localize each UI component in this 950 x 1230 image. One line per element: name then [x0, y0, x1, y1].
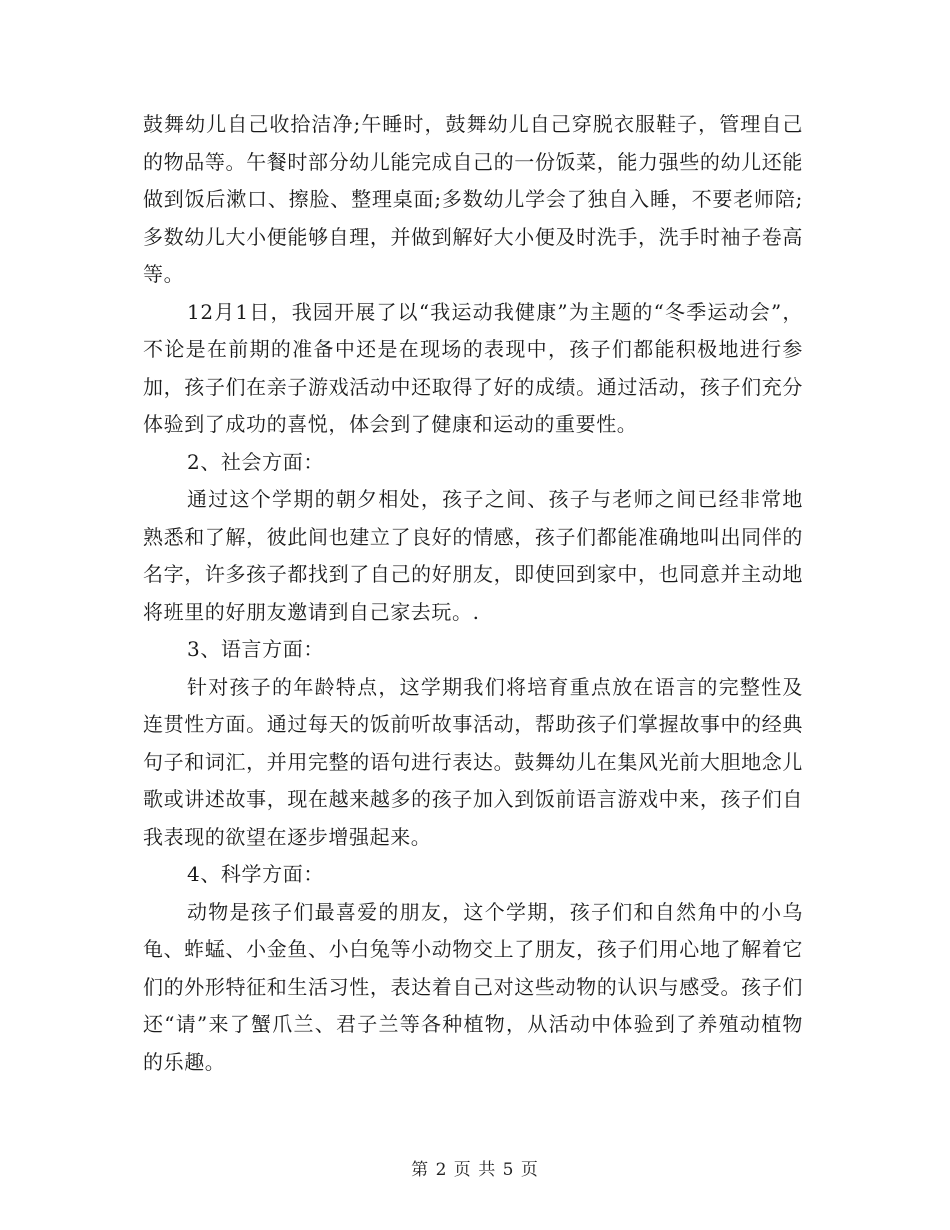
paragraph-social: 通过这个学期的朝夕相处，孩子之间、孩子与老师之间已经非常地熟悉和了解，彼此间也建立了良好的情感，孩子们都能准确地叫出同伴的名字，许多孩子都找到了自己的好朋友，即使回到家中，也同意并主动地将班里的好朋友邀请到自己家去玩。.	[143, 487, 803, 624]
paragraph-self-care: 鼓舞幼儿自己收拾洁净;午睡时，鼓舞幼儿自己穿脱衣服鞋子，管理自己的物品等。午餐时部分幼儿能完成自己的一份饭菜，能力强些的幼儿还能做到饭后漱口、擦脸、整理桌面;多数幼儿学会了独自入睡，不要老师陪;多数幼儿大小便能够自理，并做到解好大小便及时洗手，洗手时袖子卷高等。	[143, 112, 803, 286]
document-body	[143, 106, 803, 1081]
paragraph-language: 针对孩子的年龄特点，这学期我们将培育重点放在语言的完整性及连贯性方面。通过每天的饭前听故事活动，帮助孩子们掌握故事中的经典句子和词汇，并用完整的语句进行表达。鼓舞幼儿在集风光前大胆地念儿歌或讲述故事，现在越来越多的孩子加入到饭前语言游戏中来，孩子们自我表现的欲望在逐步增强起来。	[143, 674, 803, 849]
section-heading-science: 4、科学方面：	[187, 862, 324, 886]
section-heading-social: 2、社会方面：	[187, 449, 324, 474]
section-heading-language: 3、语言方面：	[187, 637, 324, 661]
page-number-footer: 第 2 页 共 5 页	[411, 1160, 539, 1180]
paragraph-sports-meet: 12月1日，我园开展了以“我运动我健康”为主题的“冬季运动会”，不论是在前期的准备中还是在现场的表现中，孩子们都能积极地进行参加，孩子们在亲子游戏活动中还取得了好的成绩。通过活动，孩子们充分体验到了成功的喜悦，体会到了健康和运动的重要性。	[143, 299, 803, 436]
paragraph-science: 动物是孩子们最喜爱的朋友，这个学期，孩子们和自然角中的小乌龟、蚱蜢、小金鱼、小白兔等小动物交上了朋友，孩子们用心地了解着它们的外形特征和生活习性，表达着自己对这些动物的认识与感受。孩子们还“请”来了蟹爪兰、君子兰等各种植物，从活动中体验到了养殖动植物的乐趣。	[143, 899, 803, 1074]
